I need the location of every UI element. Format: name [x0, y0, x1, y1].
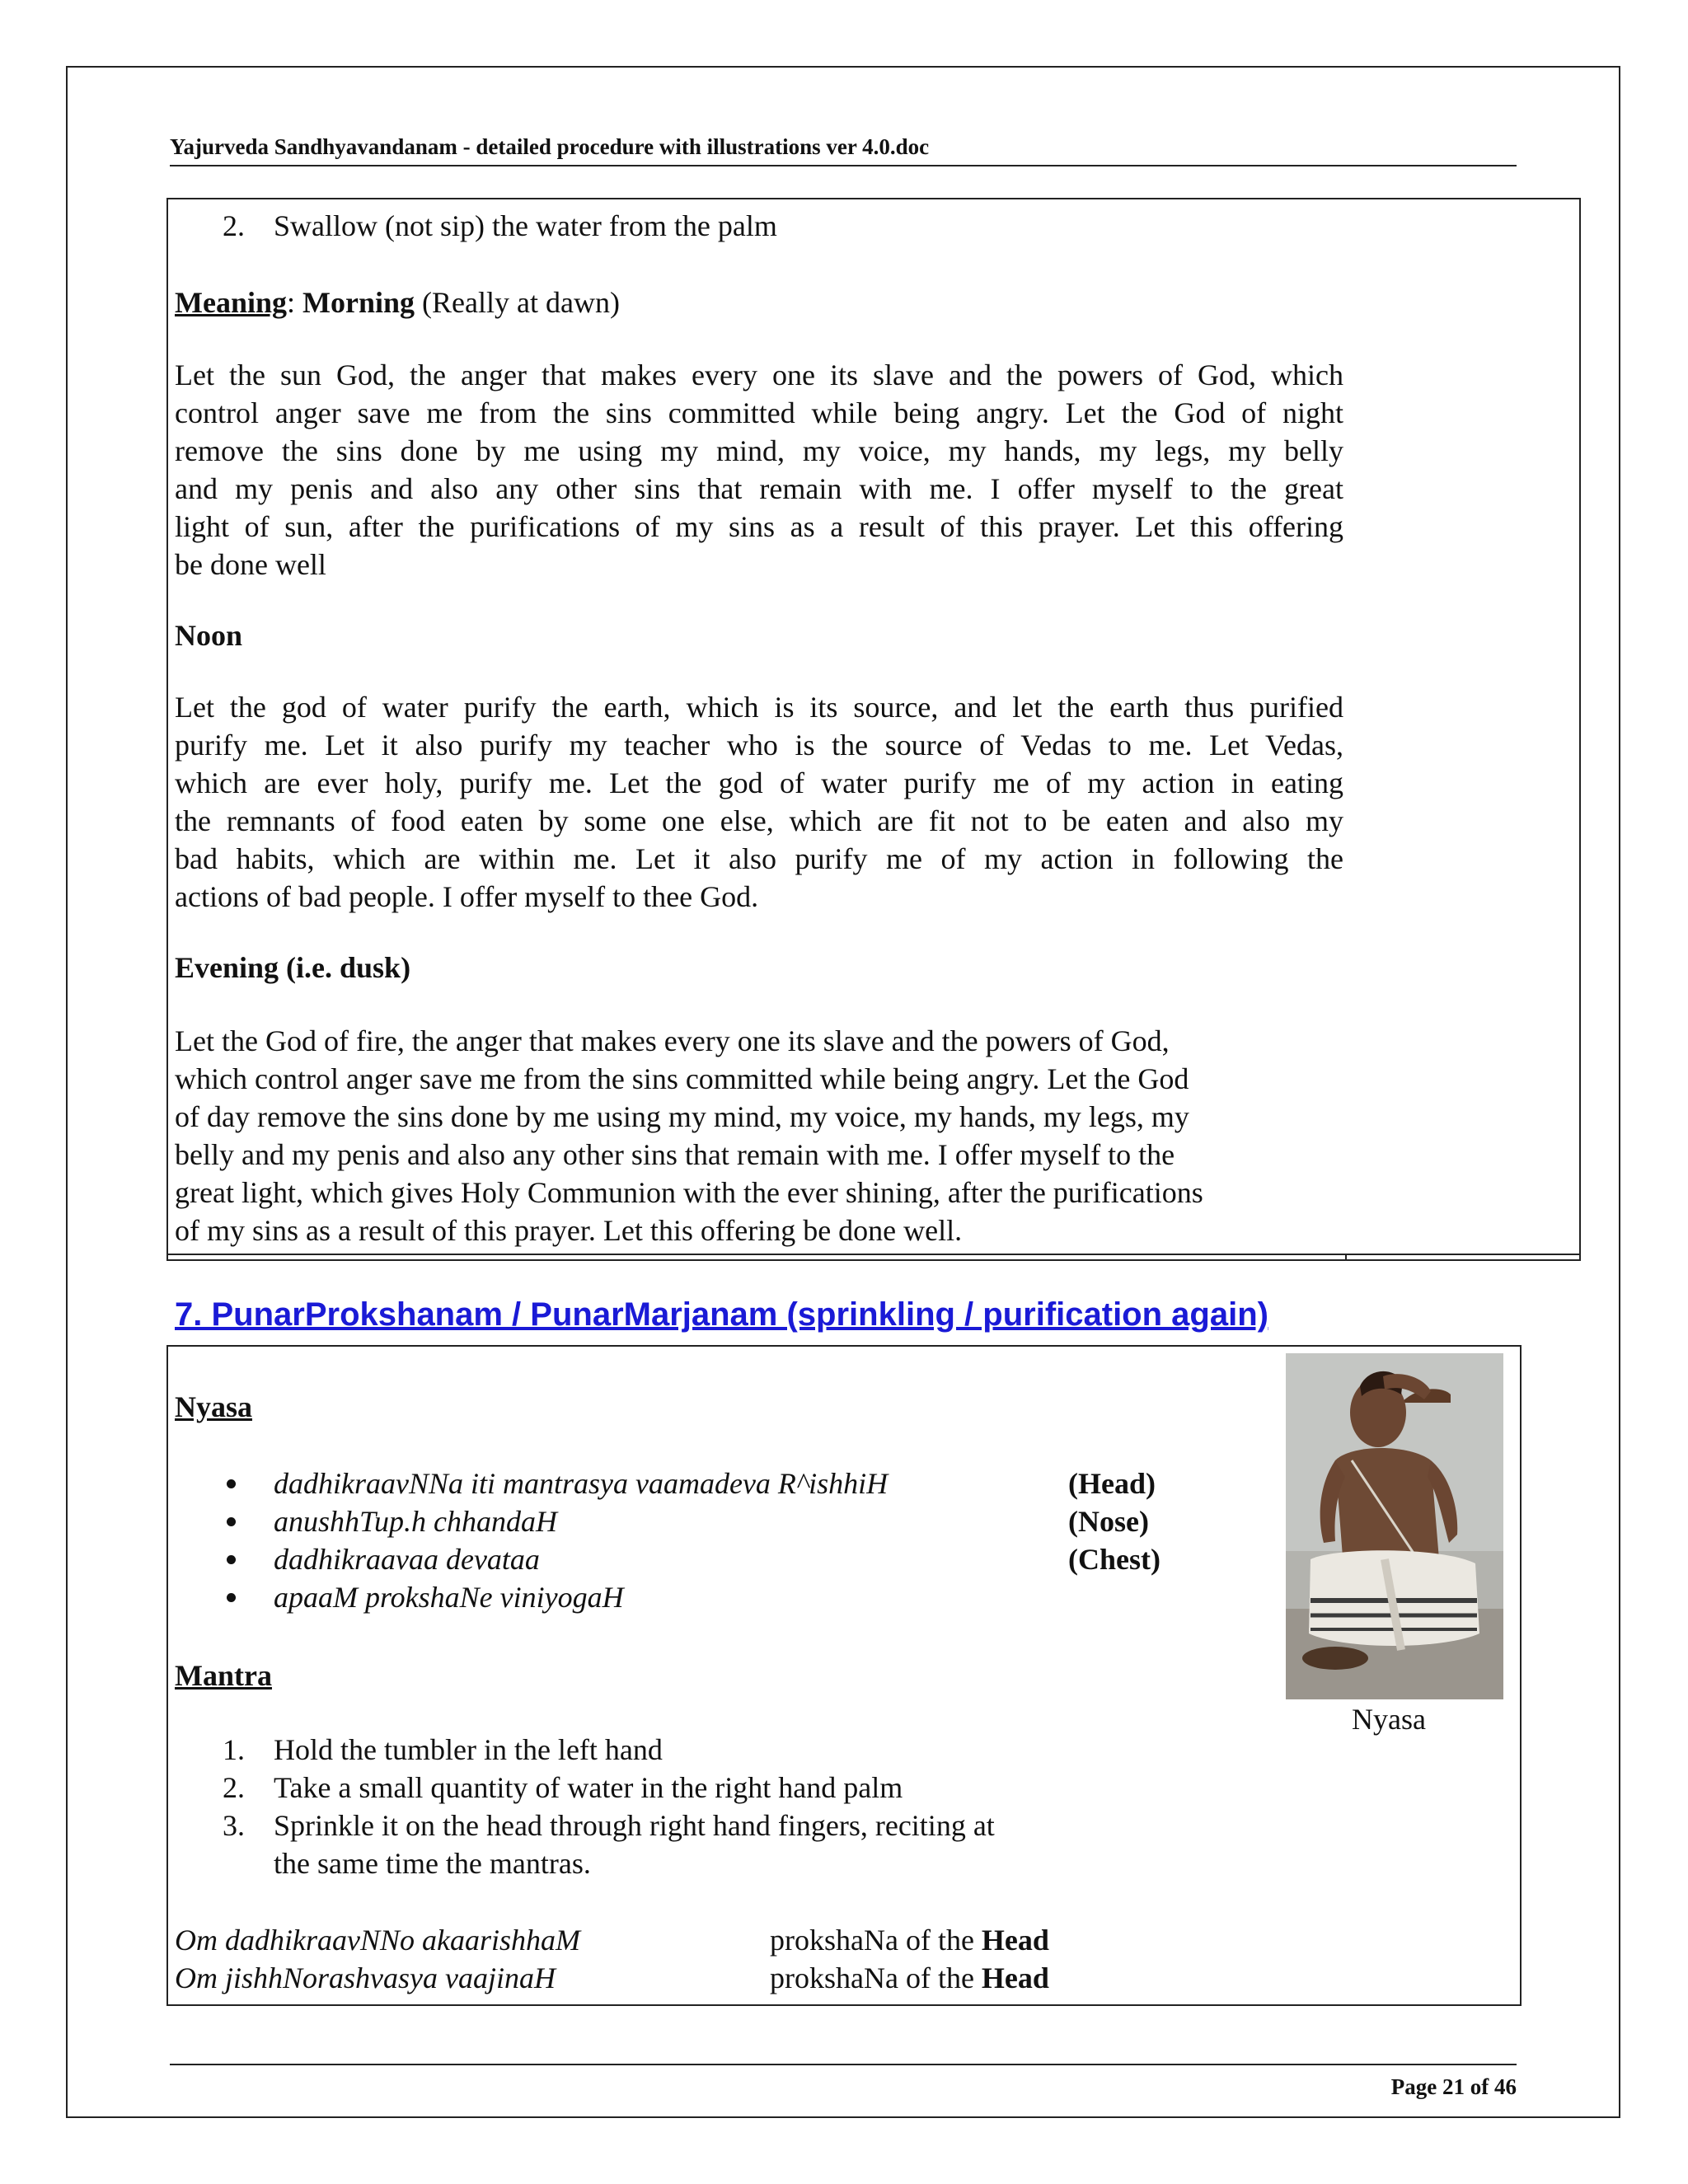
- paragraph-line: of day remove the sins done by me using my mind, my voice, my hands, my legs, my: [175, 1100, 1189, 1133]
- photo-caption: Nyasa: [1352, 1703, 1426, 1736]
- paragraph-line: Let the sun God, the anger that makes every one its slave and the powers of God, which: [175, 359, 1343, 391]
- paragraph-line: the remnants of food eaten by some one else, which are fit not to be eaten and also my: [175, 804, 1343, 837]
- paragraph-line: actions of bad people. I offer myself to thee God.: [175, 880, 759, 913]
- mantra-action-text: prokshaNa of the: [770, 1961, 974, 1994]
- mantra-text: Om dadhikraavNNo akaarishhaM: [175, 1924, 580, 1957]
- evening-paragraph: [175, 1022, 1329, 1249]
- meaning-line: [175, 284, 620, 321]
- paragraph-line: which control anger save me from the sins committed while being angry. Let the God: [175, 1062, 1189, 1095]
- nyasa-item-part: (Chest): [1068, 1543, 1160, 1576]
- mantra-label: Mantra: [175, 1659, 272, 1692]
- step-number: 3.: [223, 1809, 245, 1842]
- paragraph-line: and my penis and also any other sins that remain with me. I offer myself to the great: [175, 472, 1343, 505]
- paragraph-line: purify me. Let it also purify my teacher who is the source of Vedas to me. Let Vedas,: [175, 729, 1343, 762]
- mantra-target: Head: [981, 1924, 1049, 1957]
- paragraph-line: remove the sins done by me using my mind, my voice, my hands, my legs, my belly: [175, 434, 1343, 467]
- person-illustration: [1286, 1353, 1503, 1699]
- nyasa-label: Nyasa: [175, 1390, 253, 1423]
- bullet-icon: [227, 1479, 236, 1488]
- document-title: Yajurveda Sandhyavandanam - detailed procedure with illustrations ver 4.0.doc: [170, 134, 930, 159]
- paragraph-line: bad habits, which are within me. Let it also purify me of my action in following the: [175, 842, 1343, 875]
- step-number: 1.: [223, 1733, 245, 1766]
- paragraph-line: light of sun, after the purifications of my sins as a result of this prayer. Let this offering: [175, 510, 1343, 543]
- morning-paragraph: [175, 356, 1343, 583]
- paragraph-line: control anger save me from the sins committed while being angry. Let the God of night: [175, 396, 1343, 429]
- document-header: [170, 132, 1517, 166]
- mantra-target: Head: [981, 1961, 1049, 1994]
- step-text: Hold the tumbler in the left hand: [274, 1733, 663, 1766]
- nyasa-item-text: dadhikraavaa devataa: [274, 1543, 540, 1576]
- paragraph-line: be done well: [175, 548, 326, 581]
- mantra-action: [770, 1959, 1049, 1997]
- step-text: Sprinkle it on the head through right hand fingers, reciting at: [274, 1809, 995, 1842]
- nyasa-item-part: (Head): [1068, 1467, 1156, 1500]
- step-text: Take a small quantity of water in the right hand palm: [274, 1771, 903, 1804]
- step-text: Swallow (not sip) the water from the palm: [274, 209, 777, 242]
- nyasa-item-part: (Nose): [1068, 1505, 1149, 1538]
- section-heading-link[interactable]: 7. PunarProkshanam / PunarMarjanam (sprinkling / purification again): [175, 1296, 1268, 1333]
- step-text-continued: the same time the mantras.: [274, 1847, 591, 1880]
- noon-label: Noon: [175, 619, 243, 652]
- evening-label: Evening (i.e. dusk): [175, 951, 411, 984]
- nyasa-item-text: dadhikraavNNa iti mantrasya vaamadeva R^ishhiH: [274, 1467, 889, 1500]
- bullet-icon: [227, 1555, 236, 1564]
- paragraph-line: belly and my penis and also any other sins that remain with me. I offer myself to the: [175, 1138, 1175, 1171]
- noon-paragraph: [175, 688, 1343, 916]
- page-number: Page 21 of 46: [1390, 2074, 1517, 2099]
- mantra-action: [770, 1921, 1049, 1959]
- bullet-icon: [227, 1517, 236, 1526]
- nyasa-item-text: anushhTup.h chhandaH: [274, 1505, 558, 1538]
- nyasa-item-text: apaaM prokshaNe viniyogaH: [274, 1581, 624, 1614]
- mantra-text: Om jishhNorashvasya vaajinaH: [175, 1961, 556, 1994]
- document-footer: [170, 2064, 1517, 2099]
- meaning-label: Meaning: [175, 286, 288, 319]
- paragraph-line: which are ever holy, purify me. Let the god of water purify me of my action in eating: [175, 766, 1343, 799]
- meaning-colon: :: [287, 286, 296, 319]
- morning-note: (Really at dawn): [422, 286, 620, 319]
- bullet-icon: [227, 1593, 236, 1602]
- meaning-box-divider: [1345, 1254, 1347, 1261]
- mantra-action-text: prokshaNa of the: [770, 1924, 974, 1957]
- nyasa-photo: [1286, 1353, 1503, 1699]
- paragraph-line: of my sins as a result of this prayer. Let this offering be done well.: [175, 1214, 963, 1247]
- step-number: 2.: [223, 209, 245, 242]
- paragraph-line: Let the God of fire, the anger that makes every one its slave and the powers of God,: [175, 1024, 1170, 1057]
- paragraph-line: Let the god of water purify the earth, which is its source, and let the earth thus purified: [175, 691, 1343, 724]
- meaning-box-double-rule: [166, 1254, 1581, 1255]
- paragraph-line: great light, which gives Holy Communion with the ever shining, after the purifications: [175, 1176, 1203, 1209]
- morning-label: Morning: [302, 286, 415, 319]
- step-number: 2.: [223, 1771, 245, 1804]
